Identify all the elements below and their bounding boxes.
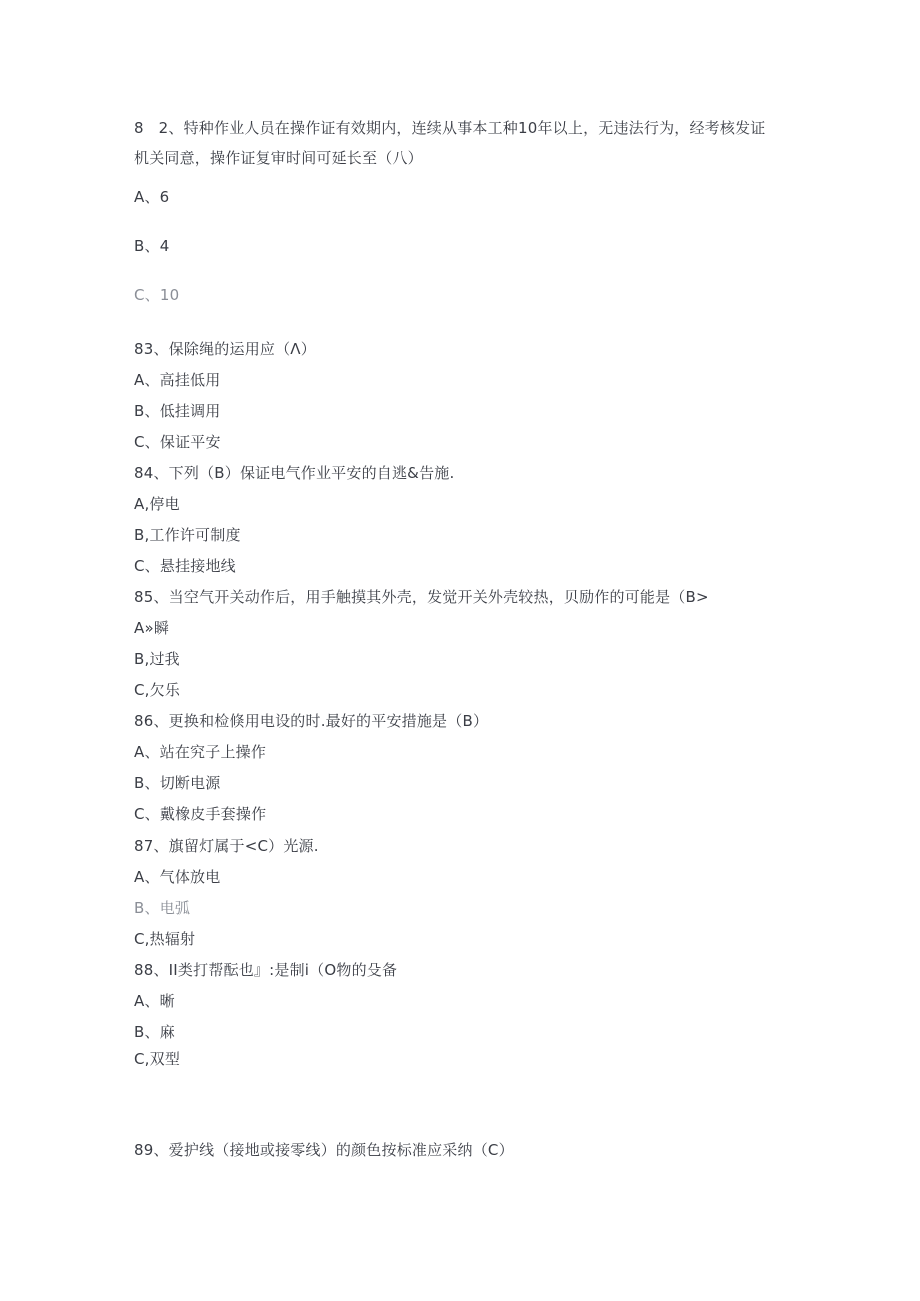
option-a: A、气体放电 — [134, 868, 221, 886]
option-b: B、麻 — [134, 1023, 175, 1041]
option-a: A»瞬 — [134, 619, 170, 637]
option-b: B,工作许可制度 — [134, 526, 241, 544]
option-c: C,欠乐 — [134, 681, 181, 699]
option-a: A、6 — [134, 188, 170, 206]
question-86: 86、更换和检倏用电设的时.最好的平安措施是（B） — [134, 712, 489, 730]
option-a: A、站在究子上操作 — [134, 743, 267, 761]
question-89: 89、爱护线（接地或接零线）的颜色按标准应采纳（C） — [134, 1141, 514, 1159]
option-c: C、保证平安 — [134, 433, 221, 451]
option-b: B、4 — [134, 237, 170, 255]
option-c: C、戴橡皮手套操作 — [134, 805, 267, 823]
option-c: C、悬挂接地线 — [134, 557, 236, 575]
option-c: C,热辐射 — [134, 930, 196, 948]
question-83: 83、保除绳的运用应（Λ） — [134, 340, 316, 358]
question-82-line-1: 8 2、特种作业人员在操作证有效期内，连续从事本工种10年以上，无违法行为，经考核发证 — [134, 119, 766, 137]
option-a: A、晰 — [134, 992, 175, 1010]
option-c: C、10 — [134, 286, 180, 304]
option-a: A,停电 — [134, 495, 180, 513]
question-87: 87、旗留灯属于<C）光源. — [134, 837, 319, 855]
question-85: 85、当空气开关动作后，用手触摸其外壳，发觉开关外壳较热，贝励作的可能是（B> — [134, 588, 709, 606]
option-a: A、高挂低用 — [134, 371, 221, 389]
option-b: B,过我 — [134, 650, 180, 668]
question-84: 84、下列（B）保证电气作业平安的自逃&告施. — [134, 464, 455, 482]
question-88: 88、II类打帮酝也』:是制i（O物的殳备 — [134, 961, 398, 979]
option-b: B、切断电源 — [134, 774, 221, 792]
question-82-line-2: 机关同意，操作证复审时间可延长至（八） — [134, 149, 423, 167]
option-c: C,双型 — [134, 1050, 181, 1068]
option-b: B、电弧 — [134, 899, 191, 917]
option-b: B、低挂调用 — [134, 402, 221, 420]
